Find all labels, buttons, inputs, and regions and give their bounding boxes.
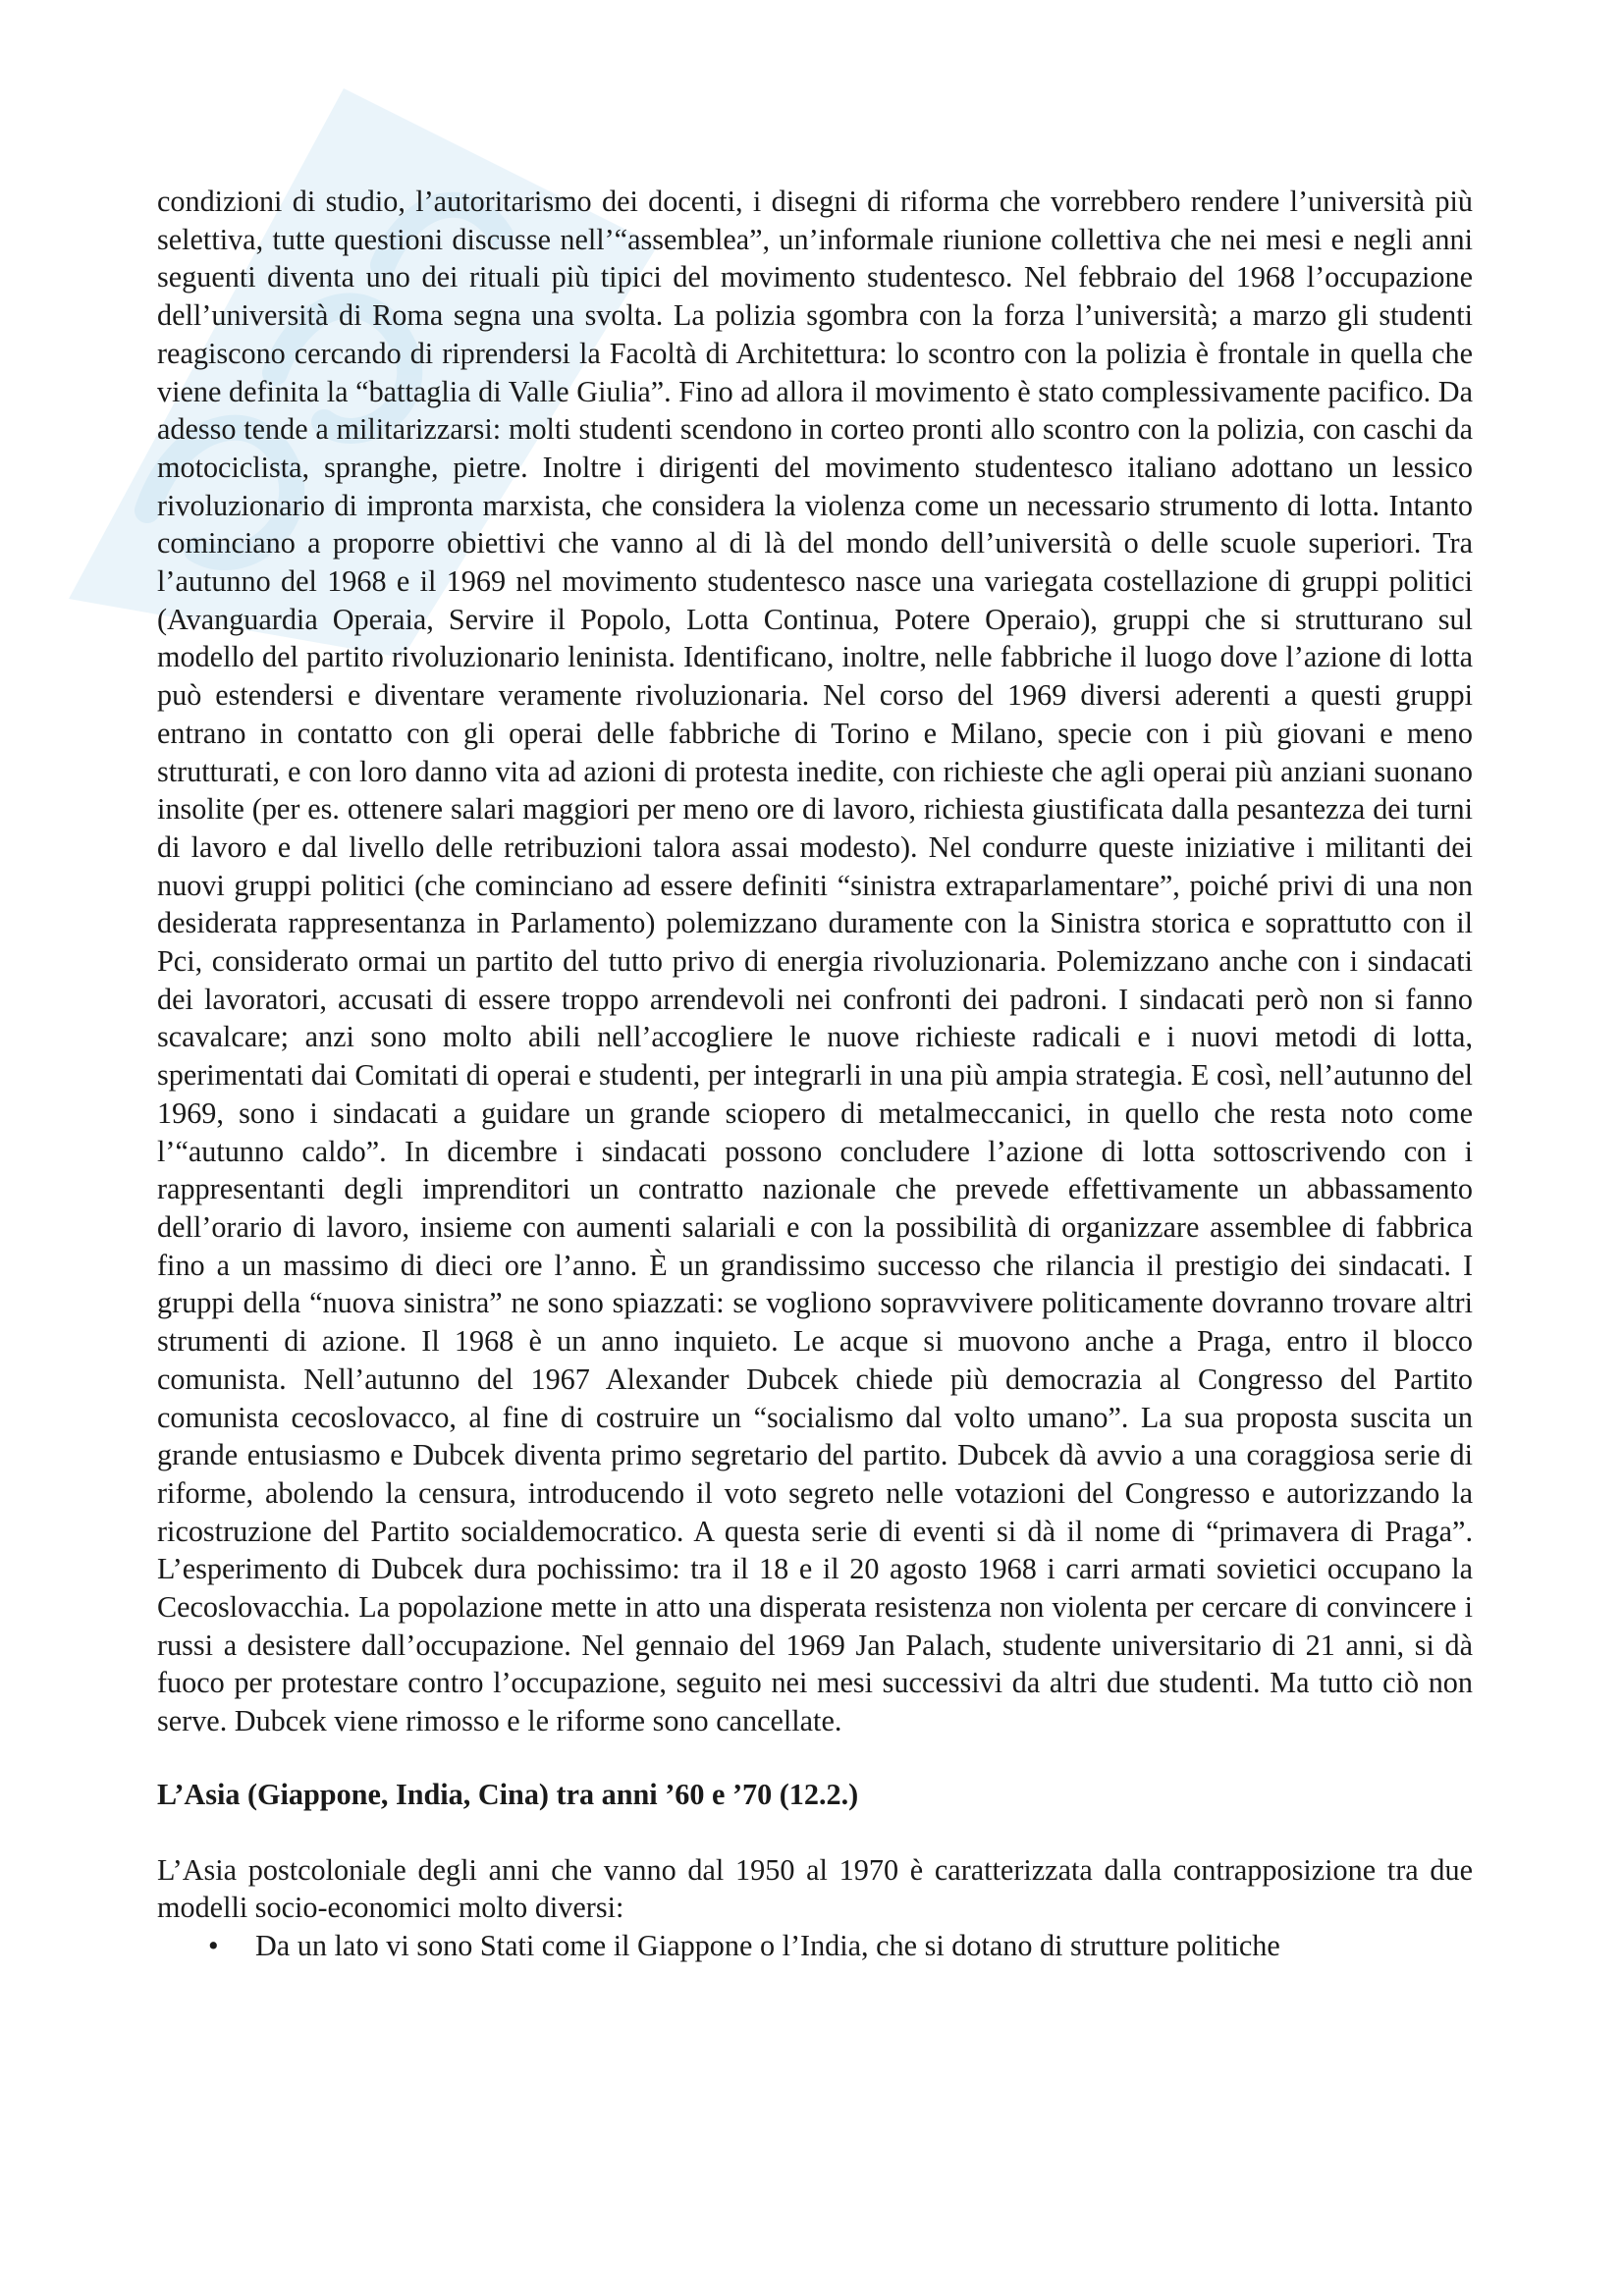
- document-page: [157, 183, 1473, 1965]
- list-item: [157, 1927, 1473, 1965]
- body-paragraph: condizioni di studio, l’autoritarismo dei docenti, i disegni di riforma che vorrebbero rendere l’università più selettiva, tutte questioni discusse nell’“assemblea”, un’informale riunione collettiva che nei mesi e negli anni seguenti diventa uno dei rituali più tipici del movimento studentesco. Nel febbraio del 1968 l’occupazione dell’università di Roma segna una svolta. La polizia sgombra con la forza l’università; a marzo gli studenti reagiscono cercando di riprendersi la Facoltà di Architettura: lo scontro con la polizia è frontale in quella che viene definita la “battaglia di Valle Giulia”. Fino ad allora il movimento è stato complessivamente pacifico. Da adesso tende a militarizzarsi: molti studenti scendono in corteo pronti allo scontro con la polizia, con caschi da motociclista, spranghe, pietre. Inoltre i dirigenti del movimento studentesco italiano adottano un lessico rivoluzionario di impronta marxista, che considera la violenza come un necessario strumento di lotta. Intanto cominciano a proporre obiettivi che vanno al di là del mondo dell’università o delle scuole superiori. Tra l’autunno del 1968 e il 1969 nel movimento studentesco nasce una variegata costellazione di gruppi politici (Avanguardia Operaia, Servire il Popolo, Lotta Continua, Potere Operaio), gruppi che si strutturano sul modello del partito rivoluzionario leninista. Identificano, inoltre, nelle fabbriche il luogo dove l’azione di lotta può estendersi e diventare veramente rivoluzionaria. Nel corso del 1969 diversi aderenti a questi gruppi entrano in contatto con gli operai delle fabbriche di Torino e Milano, specie con i più giovani e meno strutturati, e con loro danno vita ad azioni di protesta inedite, con richieste che agli operai più anziani suonano insolite (per es. ottenere salari maggiori per meno ore di lavoro, richiesta giustificata dalla pesantezza dei turni di lavoro e dal livello delle retribuzioni talora assai modesto). Nel condurre queste iniziative i militanti dei nuovi gruppi politici (che cominciano ad essere definiti “sinistra extraparlamentare”, poiché privi di una non desiderata rappresentanza in Parlamento) polemizzano duramente con la Sinistra storica e soprattutto con il Pci, considerato ormai un partito del tutto privo di energia rivoluzionaria. Polemizzano anche con i sindacati dei lavoratori, accusati di essere troppo arrendevoli nei confronti dei padroni. I sindacati però non si fanno scavalcare; anzi sono molto abili nell’accogliere le nuove richieste radicali e i nuovi metodi di lotta, sperimentati dai Comitati di operai e studenti, per integrarli in una più ampia strategia. E così, nell’autunno del 1969, sono i sindacati a guidare un grande sciopero di metalmeccanici, in quello che resta noto come l’“autunno caldo”. In dicembre i sindacati possono concludere l’azione di lotta sottoscrivendo con i rappresentanti degli imprenditori un contratto nazionale che prevede effettivamente un abbassamento dell’orario di lavoro, insieme con aumenti salariali e con la possibilità di organizzare assemblee di fabbrica fino a un massimo di dieci ore l’anno. È un grandissimo successo che rilancia il prestigio dei sindacati. I gruppi della “nuova sinistra” ne sono spiazzati: se vogliono sopravvivere politicamente dovranno trovare altri strumenti di azione. Il 1968 è un anno inquieto. Le acque si muovono anche a Praga, entro il blocco comunista. Nell’autunno del 1967 Alexander Dubcek chiede più democrazia al Congresso del Partito comunista cecoslovacco, al fine di costruire un “socialismo dal volto umano”. La sua proposta suscita un grande entusiasmo e Dubcek diventa primo segretario del partito. Dubcek dà avvio a una coraggiosa serie di riforme, abolendo la censura, introducendo il voto segreto nelle votazioni del Congresso e autorizzando la ricostruzione del Partito socialdemocratico. A questa serie di eventi si dà il nome di “primavera di Praga”. L’esperimento di Dubcek dura pochissimo: tra il 18 e il 20 agosto 1968 i carri armati sovietici occupano la Cecoslovacchia. La popolazione mette in atto una disperata resistenza non violenta per cercare di convincere i russi a desistere dall’occupazione. Nel gennaio del 1969 Jan Palach, studente universitario di 21 anni, si dà fuoco per protestare contro l’occupazione, seguito nei mesi successivi da altri due studenti. Ma tutto ciò non serve. Dubcek viene rimosso e le riforme sono cancellate.: [157, 185, 1473, 1738]
- list-item-text: Da un lato vi sono Stati come il Giappone o l’India, che si dotano di strutture politiche: [255, 1928, 1280, 1962]
- section-heading: L’Asia (Giappone, India, Cina) tra anni ’60 e ’70 (12.2.): [157, 1777, 859, 1811]
- bullet-icon: •: [208, 1928, 219, 1962]
- section-intro-paragraph: L’Asia postcoloniale degli anni che vanno dal 1950 al 1970 è caratterizzata dalla contrapposizione tra due modelli socio-economici molto diversi:: [157, 1852, 1473, 1925]
- bullet-list: [157, 1927, 1473, 1965]
